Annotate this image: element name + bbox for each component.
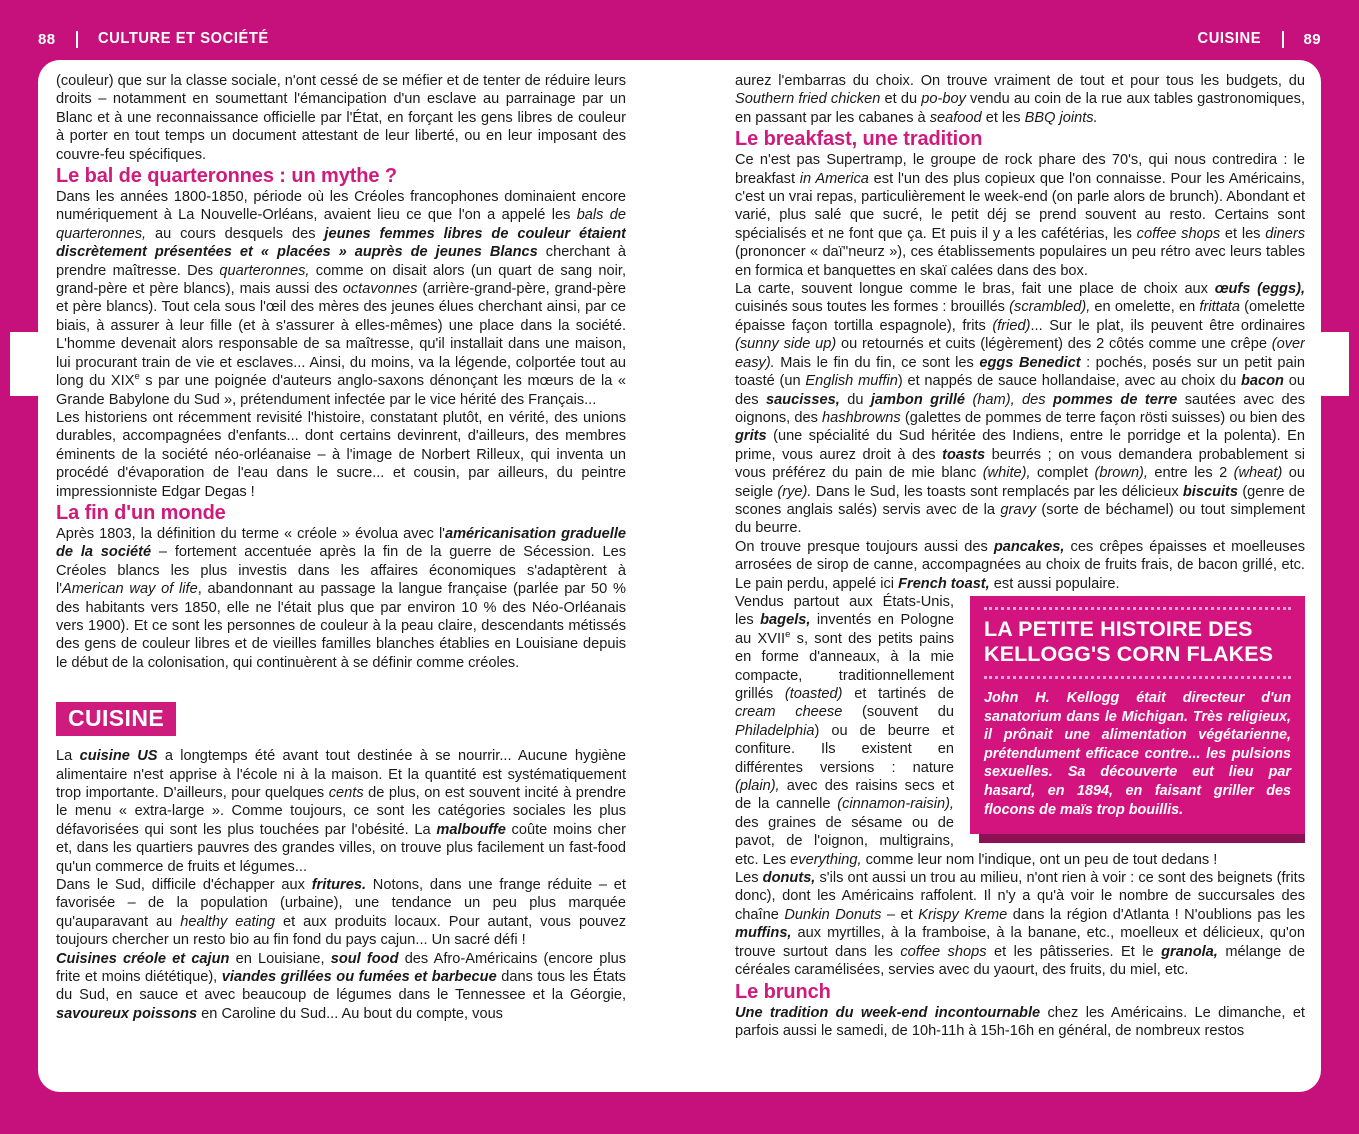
paragraph-brunch: Une tradition du week-end incontournable chez les Américains. Le dimanche, et parfois aussi le samedi, de 10h-11h à 15h-16h en général, de nombreux restos <box>735 1004 1305 1039</box>
paragraph-pancakes: On trouve presque toujours aussi des pancakes, ces crêpes épaisses et moelleuses arrosées de sirop de canne, accompagnées au choix de fruits frais, de bacon grillé, etc. Le pain perdu, appelé ici French toast, est aussi populaire. <box>735 538 1305 592</box>
callout-kelloggs <box>970 596 1305 834</box>
running-head-left <box>38 26 283 52</box>
callout-body-text: John H. Kellogg était directeur d'un sanatorium dans le Michigan. Très religieux, il prônait une alimentation végétarienne, prétendument efficace contre... les pulsions sexuelles. Sa découverte eut lieu par hasard, en 1894, en faisant griller des flocons de maïs trop bouillis. <box>984 689 1291 818</box>
heading-la-fin-dun-monde: La fin d'un monde <box>56 501 226 524</box>
paragraph-cuisine-2: Dans le Sud, difficile d'échapper aux fritures. Notons, dans une frange réduite – et favorisée – de la population (urbaine), une tendance un peu plus marquée qu'auparavant au healthy eating et aux produits locaux. Pour autant, vous pouvez toujours chercher un resto bio au fin fond du pays cajun... Un sacré défi ! <box>56 877 626 949</box>
paragraph-bagels: Vendus partout aux États-Unis, les bagels, inventés en Pologne au XVIIe s, sont des petits pains en forme d'anneaux, à la mie compacte, traditionnellement grillés (toasted) et tartinés de cream cheese (souvent du Philadelphia) ou de beurre et confiture. Ils existent en différentes versions : nature (plain), avec des raisins secs et de la cannelle (cinnamon-raisin), des graines de sésame ou de pavot, de l'oignon, multigrains, etc. Les everything, comme leur nom l'indique, ont un peu de tout dedans ! <box>735 593 1218 868</box>
paragraph-breakfast-1: Ce n'est pas Supertramp, le groupe de rock phare des 70's, qui nous contredira : le breakfast in America est l'un des plus copieux que l'on connaisse. Pour les Américains, c'est un vrai repas, particulièrement le week-end (on parle alors de brunch). Abondant et varié, plus salé que sucré, le petit déj se prend souvent au resto. Certains sont spécialisés et ne font que ça. Et puis il y a les cafétérias, les coffee shops et les diners (prononcer « daï''neurz »), ces établissements populaires un peu rétro avec leurs tables en formica et banquettes en skaï calées dans des box. <box>735 152 1305 279</box>
text-columns <box>38 60 1321 1092</box>
paragraph-cuisine-1: La cuisine US a longtemps été avant tout destinée à se nourrir... Aucune hygiène alimentaire n'est apprise à l'école ni à la maison. Et la quantité est systématiquement trop importante. D'ailleurs, pour quelques cents de plus, on est souvent incité à prendre le menu « extra-large ». Comme toujours, ce sont les catégories sociales les plus défavorisées qui sont les plus touchées par l'obésité. La malbouffe coûte moins cher et, dans les quartiers pauvres des grandes villes, on trouve plus facilement un fast-food qu'un commerce de fruits et légumes... <box>56 748 626 875</box>
paragraph-breakfast-2: La carte, souvent longue comme le bras, fait une place de choix aux œufs (eggs), cuisinés sous toutes les formes : brouillés (scrambled), en omelette, en frittata (omelette épaisse façon tortilla espagnole), frits (fried)... Sur le plat, ils peuvent être ordinaires (sunny side up) ou retournés et cuits (légèrement) des 2 côtés comme une crêpe (over easy). Mais le fin du fin, ce sont les eggs Benedict : pochés, posés sur un petit pain toasté (un English muffin) et nappés de sauce hollandaise, avec au choix du bacon ou des saucisses, du jambon grillé (ham), des pommes de terre sautées avec des oignons, des hashbrowns (galettes de pommes de terre façon rösti suisses) ou bien des grits (une spécialité du Sud héritée des Indiens, entre le porridge et la polenta). En prime, vous aurez droit à des toasts beurrés ; on vous demandera probablement si vous préférez du pain de mie blanc (white), complet (brown), entre les 2 (wheat) ou seigle (rye). Dans le Sud, les toasts sont remplacés par les délicieux biscuits (genre de scones anglais salés) servis avec de la gravy (sorte de béchamel) ou tout simplement du beurre. <box>735 281 1305 537</box>
callout-panel <box>970 596 1305 834</box>
paragraph-intro: (couleur) que sur la classe sociale, n'ont cessé de se méfier et de tenter de réduire leurs droits – notamment en soumettant l'émancipation d'un esclave au parrainage par un Blanc et à une reconnaissance officielle par l'État, en forçant les gens libres de couleur à porter en tout temps un document attestant de leur liberté, ou en leur imposant des couvre-feu spécifiques. <box>56 73 626 163</box>
chapter-badge-cuisine: CUISINE <box>56 702 176 736</box>
heading-le-breakfast: Le breakfast, une tradition <box>735 128 983 151</box>
chapter-badge-wrap <box>56 672 626 747</box>
paragraph-donuts: Les donuts, s'ils ont aussi un trou au milieu, n'ont rien à voir : ce sont des beignets (frits donc), dont les Américains raffolent. Il n'y a qu'à voir le nombre de succursales des chaîne Dunkin Donuts – et Krispy Kreme dans la région d'Atlanta ! N'oublions pas les muffins, aux myrtilles, à la framboise, à la banane, etc., moelleux et délicieux, qu'on trouve surtout dans les coffee shops et les pâtisseries. Et le granola, mélange de céréales caramélisées, servies avec du yaourt, des fruits, du miel, etc. <box>735 870 1305 979</box>
column-left <box>56 72 626 1082</box>
page-sheet <box>38 60 1321 1092</box>
callout-title: LA PETITE HISTOIRE DES KELLOGG'S CORN FLAKES <box>984 607 1291 679</box>
paragraph-budgets: aurez l'embarras du choix. On trouve vraiment de tout et pour tous les budgets, du Southern fried chicken et du po-boy vendu au coin de la rue aux tables gastronomiques, en passant par les cabanes à seafood et les BBQ joints. <box>735 73 1305 126</box>
section-title-left: CULTURE ET SOCIÉTÉ <box>97 30 269 47</box>
paragraph-quarteronnes-2: Les historiens ont récemment revisité l'histoire, constatant plutôt, en vérité, des unions durables, accompagnées d'enfants... dont certains devinrent, d'ailleurs, des membres éminents de la société néo-orléanaise – à l'image de Norbert Rilleux, qui inventa un procédé d'évaporation de l'eau dans le sucre... et cousin, par ailleurs, du peintre impressionniste Edgar Degas ! <box>56 409 626 500</box>
folio-left: 88 <box>38 30 56 48</box>
heading-le-brunch: Le brunch <box>735 980 831 1003</box>
paragraph-cuisine-3: Cuisines créole et cajun en Louisiane, soul food des Afro-Américains (encore plus frite et moins diététique), viandes grillées ou fumées et barbecue dans tous les États du Sud, en sauce et avec beaucoup de légumes dans le Tennessee et la Géorgie, savoureux poissons en Caroline du Sud... Au bout du compte, vous <box>56 950 626 1022</box>
heading-bal-de-quarteronnes: Le bal de quarteronnes : un mythe ? <box>56 165 397 188</box>
paragraph-quarteronnes-1: Dans les années 1800-1850, période où les Créoles francophones dominaient encore numériquement à La Nouvelle-Orléans, avaient lieu ce que l'on a appelé les bals de quarteronnes, au cours desquels des jeunes femmes libres de couleur étaient discrètement présentées et « placées » auprès de jeunes Blancs cherchant à prendre maîtresse. Des quarteronnes, comme on disait alors (un quart de sang noir, grand-père et père blancs), mais aussi des octavonnes (arrière-grand-père, grand-père et père blancs). Tout cela sous l'œil des mères des jeunes élues cherchant ainsi, par ce biais, à assurer à leur fille (et à s'assurer à elles-mêmes) une place dans la société. L'homme devenait alors responsable de sa maîtresse, qu'il installait dans une maison, lui procurant train de vie et esclaves... Ainsi, du moins, va la légende, colportée tout au long du XIXe s par une poignée d'auteurs anglo-saxons dénonçant les mœurs de la « Grande Babylone du Sud », prétendument infectée par le vice hérité des Français... <box>56 189 626 408</box>
column-right <box>735 72 1305 1082</box>
header-divider-left <box>76 31 78 48</box>
section-title-right: CUISINE <box>1197 30 1262 47</box>
header-divider-right <box>1282 31 1284 48</box>
running-head-right <box>1192 26 1321 52</box>
paragraph-fin-dun-monde: Après 1803, la définition du terme « créole » évolua avec l'américanisation graduelle de la société – fortement accentuée après la fin de la guerre de Sécession. Les Créoles blancs les plus investis dans les affaires économiques s'adaptèrent à l'American way of life, abandonnant au passage la langue française (parlée par 50 % des habitants vers 1850, elle ne l'était plus que par environ 10 % des Néo-Orléanais vers 1900). Et ce sont les personnes de couleur à la peau claire, descendants métissés des gens de couleur libres et de vieilles familles blanches établies en Louisiane depuis le début de la colonisation, qui continuèrent à se définir comme créoles. <box>56 525 626 671</box>
folio-right: 89 <box>1303 30 1321 48</box>
